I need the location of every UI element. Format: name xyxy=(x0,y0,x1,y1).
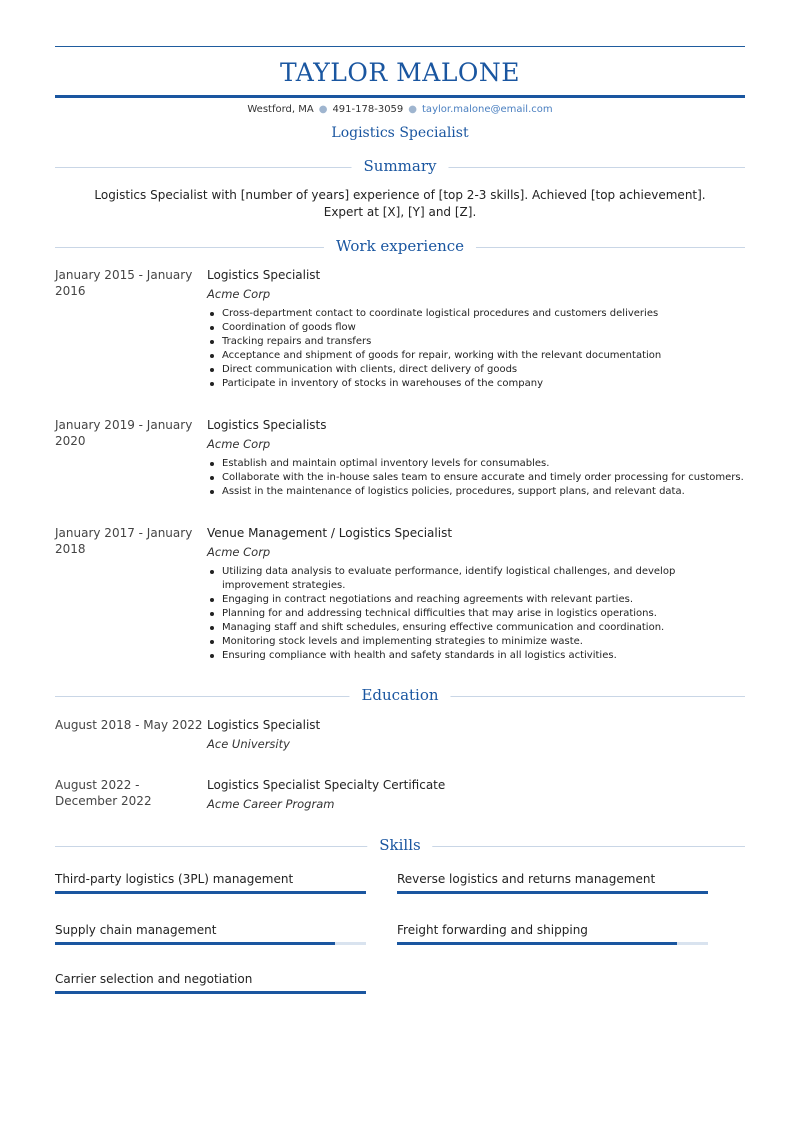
skill-level-track xyxy=(55,942,366,945)
list-item: Direct communication with clients, direct delivery of goods xyxy=(207,363,745,377)
skill-item xyxy=(55,871,366,887)
entry-organization: Ace University xyxy=(207,737,290,751)
entry-bullets xyxy=(207,565,745,663)
entry-organization: Acme Corp xyxy=(207,437,271,451)
section-heading-summary xyxy=(55,157,745,177)
entry-date: August 2022 - December 2022 xyxy=(55,778,152,808)
section-label: Education xyxy=(349,686,450,704)
section-heading-education xyxy=(55,686,745,706)
entry-date: January 2015 - January 2016 xyxy=(55,268,193,298)
list-item: Participate in inventory of stocks in warehouses of the company xyxy=(207,377,745,391)
list-item: Monitoring stock levels and implementing strategies to minimize waste. xyxy=(207,635,745,649)
phone: 491-178-3059 xyxy=(332,104,404,115)
entry-bullets xyxy=(207,307,745,391)
section-heading-skills xyxy=(55,836,745,856)
entry-body xyxy=(207,777,745,812)
entry-organization: Acme Corp xyxy=(207,545,271,559)
skill-level-fill xyxy=(397,942,677,945)
entry-date: August 2018 - May 2022 xyxy=(55,718,203,732)
location: Westford, MA xyxy=(247,104,314,115)
entry-body xyxy=(207,417,745,499)
separator-dot-icon: ● xyxy=(318,104,328,115)
section-label: Work experience xyxy=(324,237,476,255)
list-item: Tracking repairs and transfers xyxy=(207,335,745,349)
skill-level-track xyxy=(397,891,708,894)
separator-dot-icon: ● xyxy=(408,104,418,115)
entry-date: January 2017 - January 2018 xyxy=(55,526,193,556)
job-title: Logistics Specialist xyxy=(331,125,469,141)
skill-name: Third-party logistics (3PL) management xyxy=(55,872,294,886)
list-item: Managing staff and shift schedules, ensuring effective communication and coordination. xyxy=(207,621,745,635)
entry-title: Logistics Specialist xyxy=(207,268,321,282)
skill-level-track xyxy=(397,942,708,945)
skill-item xyxy=(55,971,366,987)
contact-line xyxy=(0,104,800,115)
skill-name: Freight forwarding and shipping xyxy=(397,923,588,937)
list-item: Planning for and addressing technical difficulties that may arise in logistics operations. xyxy=(207,607,745,621)
list-item: Utilizing data analysis to evaluate performance, identify logistical challenges, and develop improvement strategies. xyxy=(207,565,745,593)
header-rule xyxy=(55,95,745,98)
entry-organization: Acme Career Program xyxy=(207,797,335,811)
skill-name: Supply chain management xyxy=(55,923,217,937)
skill-item xyxy=(397,922,708,938)
entry-date: January 2019 - January 2020 xyxy=(55,418,193,448)
list-item: Ensuring compliance with health and safety standards in all logistics activities. xyxy=(207,649,745,663)
entry-body xyxy=(207,525,745,663)
list-item: Establish and maintain optimal inventory levels for consumables. xyxy=(207,457,745,471)
section-heading-work xyxy=(55,237,745,257)
section-label: Skills xyxy=(367,836,432,854)
skill-level-fill xyxy=(397,891,708,894)
list-item: Engaging in contract negotiations and reaching agreements with relevant parties. xyxy=(207,593,745,607)
skill-name: Carrier selection and negotiation xyxy=(55,972,253,986)
skill-level-fill xyxy=(55,991,366,994)
entry-body xyxy=(207,267,745,391)
email-link[interactable]: taylor.malone@email.com xyxy=(422,104,553,115)
skill-level-fill xyxy=(55,891,366,894)
list-item: Cross-department contact to coordinate logistical procedures and customers deliveries xyxy=(207,307,745,321)
list-item: Collaborate with the in-house sales team to ensure accurate and timely order processing for customers. xyxy=(207,471,745,485)
skill-level-track xyxy=(55,991,366,994)
skill-item xyxy=(397,871,708,887)
entry-bullets xyxy=(207,457,745,499)
top-rule xyxy=(55,46,745,47)
list-item: Assist in the maintenance of logistics policies, procedures, support plans, and relevant data. xyxy=(207,485,745,499)
skill-level-track xyxy=(55,891,366,894)
entry-organization: Acme Corp xyxy=(207,287,271,301)
entry-title: Logistics Specialists xyxy=(207,418,327,432)
skill-item xyxy=(55,922,366,938)
skill-level-fill xyxy=(55,942,335,945)
skill-name: Reverse logistics and returns management xyxy=(397,872,656,886)
entry-title: Logistics Specialist Specialty Certificate xyxy=(207,778,446,792)
section-label: Summary xyxy=(352,157,449,175)
candidate-name: TAYLOR MALONE xyxy=(279,58,521,87)
list-item: Acceptance and shipment of goods for repair, working with the relevant documentation xyxy=(207,349,745,363)
entry-title: Logistics Specialist xyxy=(207,718,321,732)
entry-title: Venue Management / Logistics Specialist xyxy=(207,526,453,540)
entry-body xyxy=(207,717,745,752)
list-item: Coordination of goods flow xyxy=(207,321,745,335)
summary-text: Logistics Specialist with [number of years] experience of [top 2-3 skills]. Achieved [top achievement]. Expert at [X], [Y] and [Z]. xyxy=(94,188,706,219)
